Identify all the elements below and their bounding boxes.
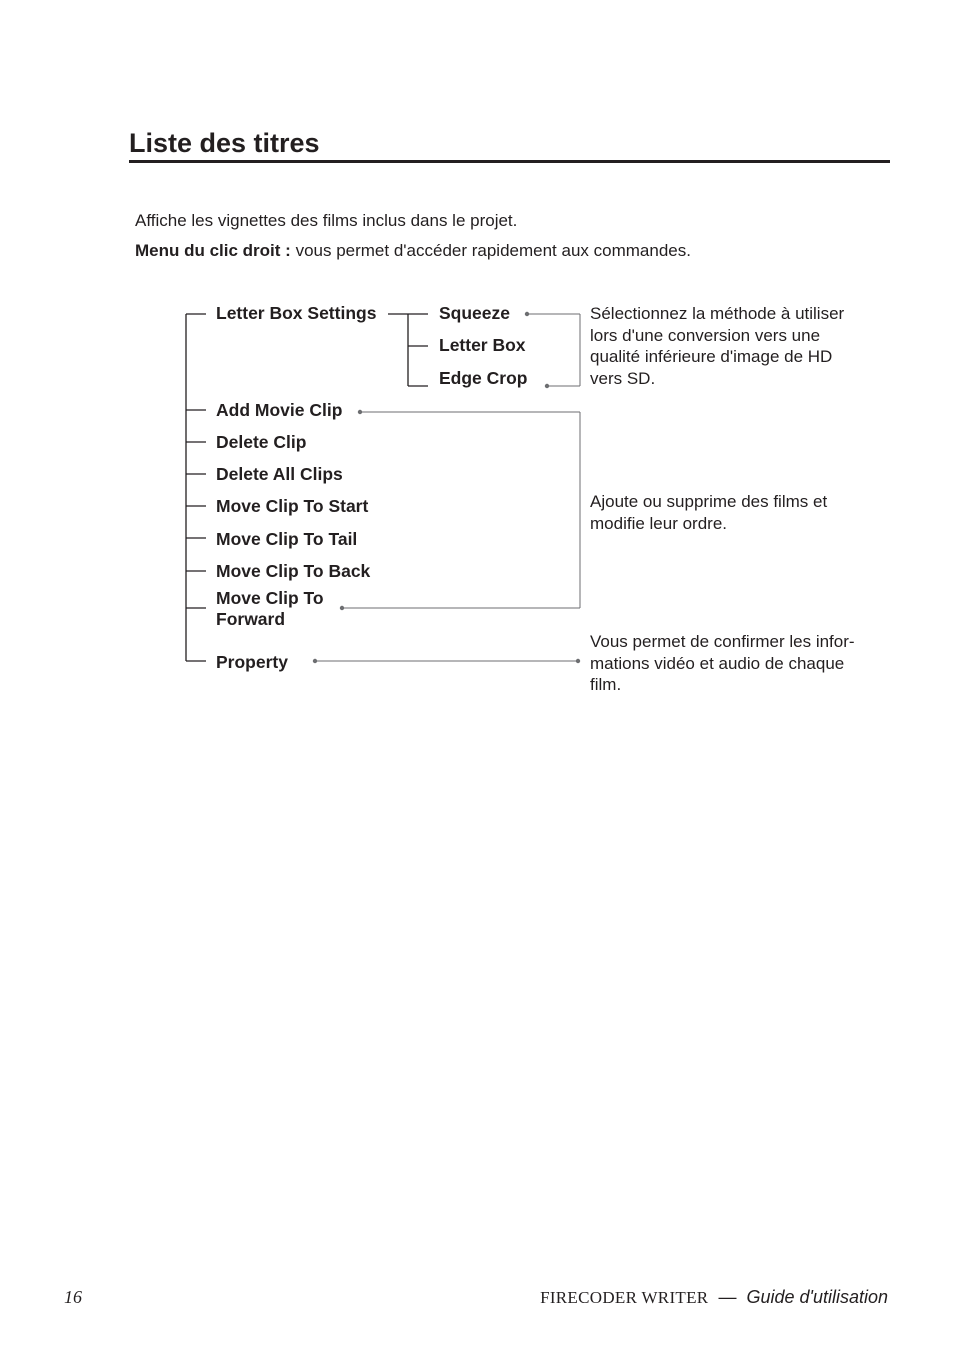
leader-dot (313, 659, 317, 663)
description-line: mations vidéo et audio de chaque (590, 653, 845, 673)
menu-item-label-line: Forward (216, 609, 286, 629)
intro-text: Affiche les vignettes des films inclus dans le projet. (135, 211, 518, 230)
menu-item-add-movie-clip: Add Movie Clip (216, 400, 343, 420)
footer-separator: — (713, 1287, 742, 1307)
footer-product: FIRECODER WRITER (540, 1288, 709, 1307)
description-letterbox (590, 303, 844, 389)
description-property (590, 631, 855, 696)
menu-item-delete-all-clips: Delete All Clips (216, 464, 343, 484)
description-line: Sélectionnez la méthode à utiliser (590, 304, 845, 323)
description-line: vers SD. (590, 368, 656, 388)
description-clips (590, 491, 827, 534)
menu-item-edge-crop: Edge Crop (439, 368, 528, 388)
menu-item-letter-box-settings: Letter Box Settings (216, 303, 377, 323)
leader-dot (576, 659, 580, 663)
description-line: lors d'une conversion vers une (590, 325, 821, 345)
footer-guide: Guide d'utilisation (746, 1287, 888, 1307)
menu-item-label-line: Move Clip To (216, 588, 324, 608)
menu-item-squeeze: Squeeze (439, 303, 510, 323)
description-line: film. (590, 675, 622, 694)
menu-item-move-clip-to-forward (216, 588, 324, 630)
menu-item-move-clip-to-start: Move Clip To Start (216, 496, 369, 516)
description-line: Vous permet de confirmer les infor- (590, 632, 855, 651)
leader-dot (340, 606, 344, 610)
description-line: qualité inférieure d'image de HD (590, 347, 833, 366)
menu-item-property: Property (216, 652, 288, 672)
context-menu-text: vous permet d'accéder rapidement aux commandes. (290, 241, 691, 260)
description-line: modifie leur ordre. (590, 513, 728, 533)
context-menu-label: Menu du clic droit : (135, 241, 291, 260)
leader-dot (358, 410, 362, 414)
menu-item-delete-clip: Delete Clip (216, 432, 307, 452)
leader-dot (545, 384, 549, 388)
leader-dot (525, 312, 529, 316)
menu-item-move-clip-to-back: Move Clip To Back (216, 561, 371, 581)
menu-item-move-clip-to-tail: Move Clip To Tail (216, 529, 358, 549)
page-title: Liste des titres (129, 126, 890, 163)
description-line: Ajoute ou supprime des films et (590, 492, 828, 511)
footer-title (540, 1287, 888, 1308)
page-number: 16 (64, 1287, 82, 1307)
menu-item-letter-box: Letter Box (439, 335, 526, 355)
